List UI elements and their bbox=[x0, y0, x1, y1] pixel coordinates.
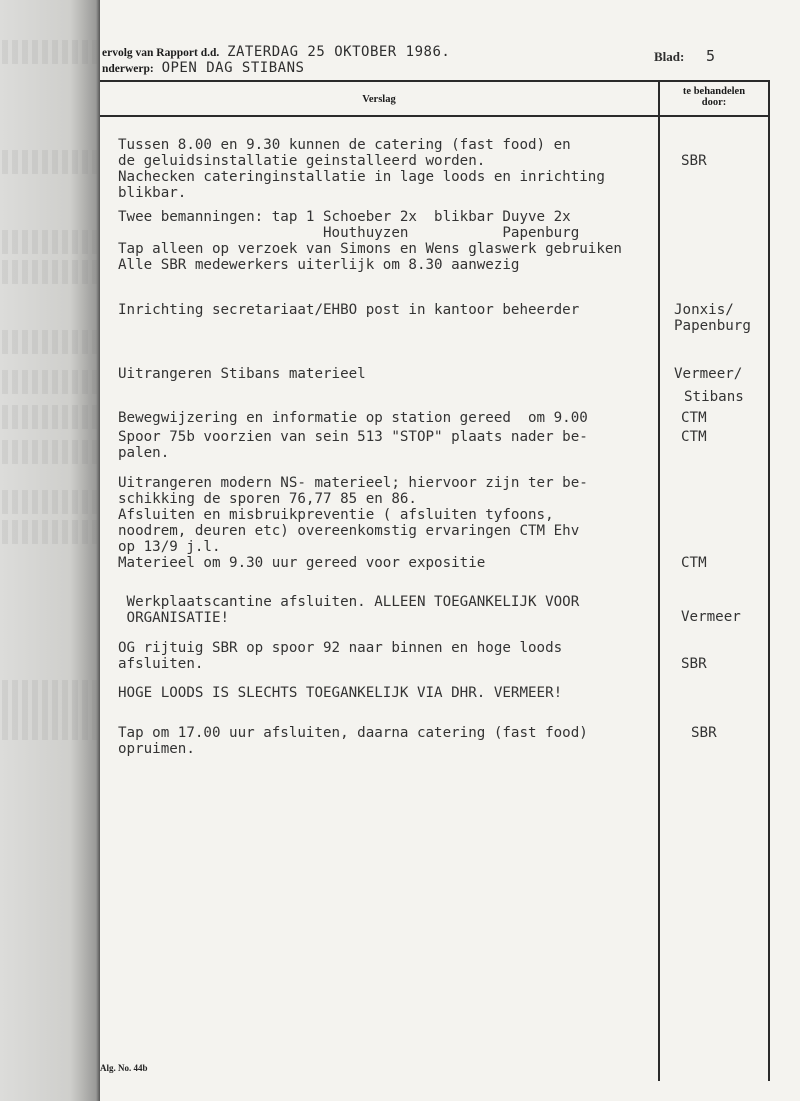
report-line: de geluidsinstallatie geinstalleerd worden. bbox=[118, 153, 486, 169]
ghost-text-band bbox=[2, 370, 97, 394]
report-line: afsluiten. bbox=[118, 656, 204, 672]
responsible-party: CTM bbox=[681, 429, 707, 445]
report-line: Alle SBR medewerkers uiterlijk om 8.30 aanwezig bbox=[118, 257, 520, 273]
report-line: Inrichting secretariaat/EHBO post in kantoor beheerder bbox=[118, 302, 580, 318]
responsible-party: SBR bbox=[681, 656, 707, 672]
report-line: Houthuyzen Papenburg bbox=[118, 225, 580, 241]
behandelen-column-header bbox=[660, 86, 768, 108]
ghost-text-band bbox=[2, 680, 97, 740]
report-line: OG rijtuig SBR op spoor 92 naar binnen en hoge loods bbox=[118, 640, 563, 656]
behandelen-line2: door: bbox=[701, 97, 727, 108]
report-line: noodrem, deuren etc) overeenkomstig ervaringen CTM Ehv bbox=[118, 523, 580, 539]
report-line: Bewegwijzering en informatie op station gereed om 9.00 bbox=[118, 410, 588, 426]
report-line: palen. bbox=[118, 445, 170, 461]
responsible-party: SBR bbox=[681, 153, 707, 169]
report-line: opruimen. bbox=[118, 741, 195, 757]
responsible-party: Vermeer/ bbox=[674, 366, 743, 382]
report-line: Uitrangeren modern NS- materieel; hiervoor zijn ter be- bbox=[118, 475, 588, 491]
responsible-party: SBR bbox=[691, 725, 717, 741]
responsible-party: Jonxis/ bbox=[674, 302, 734, 318]
report-line: Materieel om 9.30 uur gereed voor expositie bbox=[118, 555, 486, 571]
report-line: Tussen 8.00 en 9.30 kunnen de catering (fast food) en bbox=[118, 137, 571, 153]
right-border bbox=[768, 81, 770, 1081]
page-number bbox=[654, 46, 715, 65]
table-top-rule bbox=[100, 80, 770, 82]
report-line: Werkplaatscantine afsluiten. ALLEEN TOEGANKELIJK VOOR bbox=[118, 594, 580, 610]
report-page bbox=[100, 0, 800, 1101]
report-line: Nachecken cateringinstallatie in lage loods en inrichting bbox=[118, 169, 605, 185]
verslag-column-header: Verslag bbox=[362, 94, 396, 105]
responsible-party: CTM bbox=[681, 410, 707, 426]
ghost-text-band bbox=[2, 40, 97, 64]
report-date: ZATERDAG 25 OKTOBER 1986. bbox=[227, 44, 451, 60]
report-line: Afsluiten en misbruikpreventie ( afsluiten tyfoons, bbox=[118, 507, 554, 523]
ghost-text-band bbox=[2, 330, 97, 354]
blad-number: 5 bbox=[705, 47, 716, 65]
ghost-text-band bbox=[2, 230, 97, 254]
report-line: Uitrangeren Stibans materieel bbox=[118, 366, 366, 382]
report-line: Tap om 17.00 uur afsluiten, daarna catering (fast food) bbox=[118, 725, 588, 741]
onderwerp-label: nderwerp: bbox=[102, 63, 154, 75]
behandelen-line1: te behandelen bbox=[682, 86, 746, 97]
report-line: schikking de sporen 76,77 85 en 86. bbox=[118, 491, 417, 507]
blad-label: Blad: bbox=[654, 49, 685, 64]
ghost-text-band bbox=[2, 520, 97, 544]
report-line: ORGANISATIE! bbox=[118, 610, 230, 626]
ghost-text-band bbox=[2, 490, 97, 514]
form-number: Alg. No. 44b bbox=[100, 1063, 148, 1073]
responsible-party: CTM bbox=[681, 555, 707, 571]
column-divider bbox=[658, 81, 660, 1081]
report-line: HOGE LOODS IS SLECHTS TOEGANKELIJK VIA DHR. VERMEER! bbox=[118, 685, 563, 701]
report-line: blikbar. bbox=[118, 185, 187, 201]
report-line: Tap alleen op verzoek van Simons en Wens glaswerk gebruiken bbox=[118, 241, 622, 257]
ghost-text-band bbox=[2, 440, 97, 464]
ghost-text-band bbox=[2, 405, 97, 429]
report-line: Spoor 75b voorzien van sein 513 "STOP" plaats nader be- bbox=[118, 429, 588, 445]
subject-line bbox=[102, 60, 304, 76]
responsible-party: Vermeer bbox=[681, 609, 741, 625]
responsible-party: Papenburg bbox=[674, 318, 751, 334]
report-date-line bbox=[102, 44, 450, 60]
report-line: op 13/9 j.l. bbox=[118, 539, 221, 555]
vervolg-label: ervolg van Rapport d.d. bbox=[102, 47, 220, 59]
ghost-text-band bbox=[2, 150, 97, 174]
ghost-text-band bbox=[2, 260, 97, 284]
report-line: Twee bemanningen: tap 1 Schoeber 2x blikbar Duyve 2x bbox=[118, 209, 571, 225]
report-subject: OPEN DAG STIBANS bbox=[161, 60, 305, 76]
responsible-party: Stibans bbox=[684, 389, 744, 405]
adjacent-page-edge bbox=[0, 0, 100, 1101]
table-header-rule bbox=[100, 115, 770, 117]
